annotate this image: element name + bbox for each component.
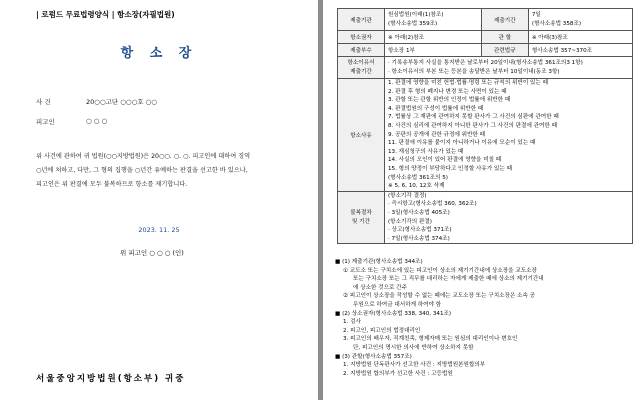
row-label: 항소권자 — [338, 31, 385, 44]
note-line: 무원으로 하여금 대서하게 하여야 함 — [353, 301, 442, 308]
row-value — [528, 9, 632, 31]
defendant-name: ○ ○ ○ — [86, 117, 108, 125]
value-line: 7. 법률상 그 재판에 관여하지 못할 판사가 그 사건의 심판에 관여한 때 — [388, 114, 559, 121]
table-row — [338, 44, 633, 57]
document-title: 항 소 장 — [120, 46, 198, 61]
table-row — [338, 9, 633, 31]
value-line: 14. 사실의 오인이 있어 판결에 영향을 미칠 때 — [388, 157, 502, 164]
case-label: 사 건 — [36, 98, 51, 106]
value-line: (항소기각의 판결) — [388, 218, 432, 225]
note-line: 에 상소한 것으로 간주 — [353, 284, 407, 291]
document-breadcrumb: | 로펌드 무료법령양식 | 항소장(자필법원) — [36, 10, 175, 19]
row-label: 제출부수 — [338, 44, 385, 57]
label-line: 불복절차 — [350, 209, 372, 216]
statement-line: 피고인은 위 판결에 모두 불복하므로 항소를 제기합니다. — [36, 181, 188, 188]
value-line: 1. 판결에 영향을 미친 헌법·법률·명령 또는 규칙의 위반이 있는 때 — [388, 80, 548, 86]
value-line: · 기록송부통지 사실을 통지받은 날로부터 20일이내(형사소송법 361조의3 1항) — [388, 59, 583, 66]
signature-line: 위 피고인 ○ ○ ○ (인) — [120, 249, 184, 257]
row-label: 제출기관 — [338, 9, 385, 31]
row-value — [385, 9, 482, 31]
label-line: 제출기간 — [350, 68, 372, 75]
statement-line: 위 사건에 관하여 귀 법원(○○지방법원)은 20○○. ○. ○. 피고인에 대하여 징역 — [36, 153, 251, 160]
appeal-statement — [36, 150, 286, 192]
value-line: 4. 판결법원의 구성이 법률에 위반한 때 — [388, 105, 484, 112]
value-line: 7일 — [531, 11, 541, 18]
note-heading: ■ (1) 제출기관(형사소송법 344조) — [335, 259, 423, 265]
note-line: ① 교도소 또는 구치소에 있는 피고인이 상소의 제기기간내에 상소장을 교도소장 — [343, 267, 537, 274]
row-value: 형사소송법 357~370조 — [528, 44, 632, 57]
row-label — [338, 191, 385, 244]
reference-notes — [335, 258, 635, 378]
row-label: 제출기간 — [481, 9, 528, 31]
note-line: 1. 검사 — [343, 319, 361, 326]
statement-line: ○년에 처하고, 다만, 그 형의 집행을 ○년간 유예하는 판결을 선고한 바 있으나, — [36, 167, 248, 174]
value-line: (항소기각 결정) — [388, 192, 427, 199]
right-document-page — [323, 0, 640, 400]
row-label: 관련법규 — [481, 44, 528, 57]
case-number: 20○○고단 ○○○호 ○○ — [86, 98, 157, 106]
note-line: 또는 구치소장 또는 그 직무를 대리하는 자에게 제출한 때에 상소의 제기기간내 — [353, 276, 544, 283]
value-line: (형사소송법 359조) — [388, 20, 438, 27]
value-line: 13. 재심청구의 사유가 있는 때 — [388, 148, 464, 155]
value-line: 3. 관할 또는 관할 위반의 인정이 법률에 위반한 때 — [388, 97, 511, 104]
value-line: 9. 공판의 공개에 관한 규정에 위반한 때 — [388, 131, 486, 138]
note-heading: ■ (3) 관할(형사소송법 357조) — [335, 353, 412, 360]
filing-info-table — [337, 8, 633, 244]
value-line: 8. 사건의 심리에 관여하지 아니한 판사가 그 사건의 판결에 관여한 때 — [388, 122, 558, 129]
value-line: · 3일(형사소송법 405조) — [388, 209, 450, 216]
value-line: (형사소송법 361조의 5) — [388, 174, 448, 181]
row-value — [385, 79, 633, 192]
note-line: 2. 피고인, 피고인의 법정대리인 — [343, 327, 421, 334]
label-line: 항소이유서 — [347, 59, 375, 66]
row-label — [338, 57, 385, 79]
row-value — [385, 57, 633, 79]
value-line: 원심법원(이래(1)참조) — [388, 11, 444, 18]
table-row — [338, 191, 633, 244]
value-line: · 항소이유서의 부본 또는 등본을 송달받은 날부터 10일이내(동조 3항) — [388, 68, 560, 75]
row-value — [385, 191, 633, 244]
addressee-court: 서울중앙지방법원(항소부) 귀중 — [36, 374, 186, 384]
value-line: ※ 5, 6, 10, 12호 삭제 — [388, 183, 445, 190]
row-label: 관 할 — [481, 31, 528, 44]
value-line: · 상고(형사소송법 371조) — [388, 227, 452, 234]
row-value: ※ 아래(2)참조 — [385, 31, 482, 44]
note-line: 2. 지방법원 합의부가 선고한 사건 : 고등법원 — [343, 370, 453, 377]
row-label: 항소사유 — [338, 79, 385, 192]
note-line: 3. 피고인의 배우자, 직계친족, 형제자매 또는 원심의 대리인이나 변호인 — [343, 336, 518, 343]
row-value: ※ 아래(3)참조 — [528, 31, 632, 44]
value-line: (형사소송법 358조) — [531, 20, 582, 27]
note-heading: ■ (2) 상소권자(형사소송법 338, 340, 341조) — [335, 310, 452, 317]
left-document-page — [0, 0, 318, 400]
note-line: 1. 지방법원 단독판사가 선고한 사건 : 지방법원본원합의부 — [343, 362, 486, 369]
row-value: 항소장 1부 — [385, 44, 482, 57]
note-line: ② 피고인이 상소장을 작성할 수 없는 때에는 교도소장 또는 구치소장은 소속 공 — [343, 293, 536, 300]
table-row — [338, 79, 633, 192]
value-line: 15. 형의 양정이 부당하다고 인정할 사유가 있는 때 — [388, 165, 513, 172]
note-line: 단, 피고인의 명시한 의사에 반하여 상소하지 못함 — [353, 344, 474, 351]
value-line: · 즉시항고(형사소송법 360, 362조) — [388, 201, 477, 208]
filing-date: 2023. 11. 25 — [138, 226, 180, 234]
value-line: · 7일(형사소송법 374조) — [388, 235, 450, 242]
value-line: 11. 판결에 이유를 붙이지 아니하거나 이유에 모순이 있는 때 — [388, 140, 536, 147]
table-row — [338, 31, 633, 44]
table-row — [338, 57, 633, 79]
defendant-label: 피고인 — [36, 118, 55, 126]
value-line: 2. 판결 후 형의 폐지나 변경 또는 사면이 있는 때 — [388, 88, 507, 95]
label-line: 및 기간 — [352, 218, 370, 225]
